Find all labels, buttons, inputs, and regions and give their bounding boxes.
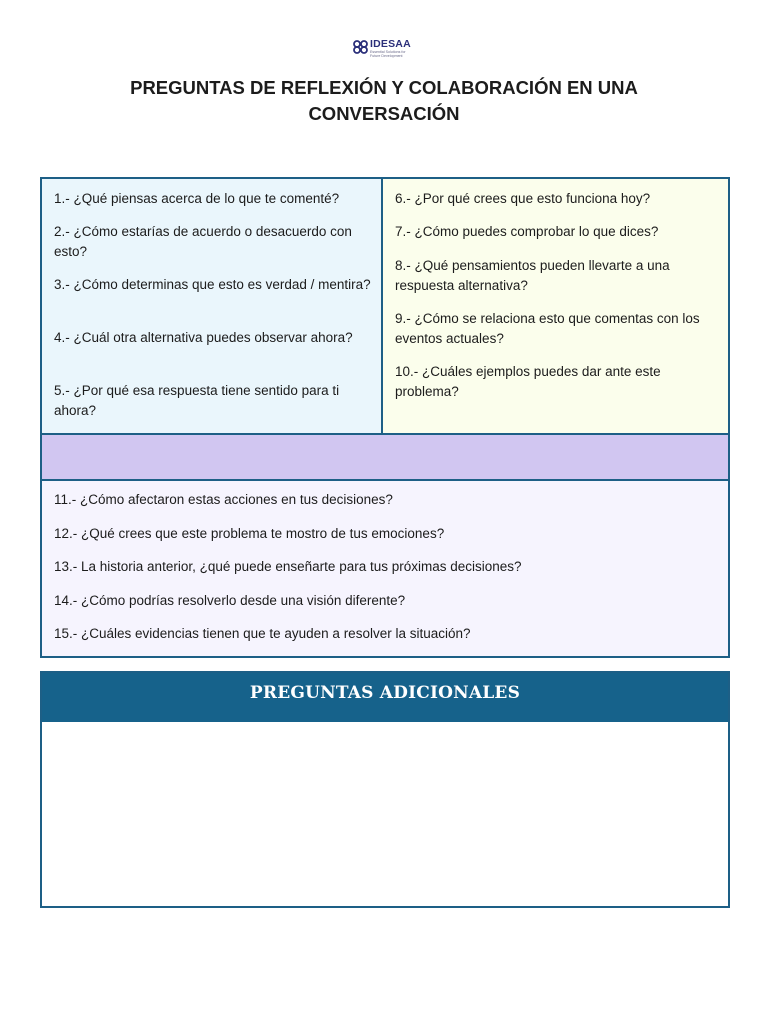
question-6: 6.- ¿Por qué crees que esto funciona hoy? <box>395 191 651 206</box>
question-15: 15.- ¿Cuáles evidencias tienen que te ayuden a resolver la situación? <box>54 626 471 641</box>
logo-knot-icon <box>353 40 368 54</box>
question-9: 9.- ¿Cómo se relaciona esto que comentas con los eventos actuales? <box>395 311 700 346</box>
logo-tagline: Essential Solutions for Future Development <box>370 50 406 59</box>
questions-right-panel <box>383 179 728 435</box>
question-2: 2.- ¿Cómo estarías de acuerdo o desacuerdo con esto? <box>54 224 352 259</box>
question-5: 5.- ¿Por qué esa respuesta tiene sentido para ti ahora? <box>54 383 340 418</box>
question-13: 13.- La historia anterior, ¿qué puede enseñarte para tus próximas decisiones? <box>54 559 522 574</box>
questions-left-panel <box>42 179 383 435</box>
question-14: 14.- ¿Cómo podrías resolverlo desde una visión diferente? <box>54 593 406 608</box>
logo-name: IDESAA <box>370 38 411 50</box>
questions-bottom-panel <box>42 481 728 656</box>
question-8: 8.- ¿Qué pensamientos pueden llevarte a una respuesta alternativa? <box>395 258 670 293</box>
question-11: 11.- ¿Cómo afectaron estas acciones en tus decisiones? <box>54 492 393 507</box>
divider-band <box>42 435 728 481</box>
additional-questions-title: PREGUNTAS ADICIONALES <box>249 683 521 703</box>
question-7: 7.- ¿Cómo puedes comprobar lo que dices? <box>395 224 659 239</box>
question-12: 12.- ¿Qué crees que este problema te mostro de tus emociones? <box>54 526 445 541</box>
page-title-line-1: PREGUNTAS DE REFLEXIÓN Y COLABORACIÓN EN UNA <box>130 77 638 98</box>
page-title-line-2: CONVERSACIÓN <box>308 103 460 124</box>
question-3: 3.- ¿Cómo determinas que esto es verdad / mentira? <box>54 277 371 292</box>
question-4: 4.- ¿Cuál otra alternativa puedes observar ahora? <box>54 330 353 345</box>
questions-card <box>40 177 730 658</box>
additional-questions-section <box>40 671 730 908</box>
company-logo <box>353 38 423 62</box>
page-title <box>60 75 708 127</box>
additional-questions-header <box>42 673 728 722</box>
question-10: 10.- ¿Cuáles ejemplos puedes dar ante este problema? <box>395 364 661 399</box>
additional-questions-answer-area <box>42 722 728 906</box>
question-1: 1.- ¿Qué piensas acerca de lo que te comenté? <box>54 191 340 206</box>
